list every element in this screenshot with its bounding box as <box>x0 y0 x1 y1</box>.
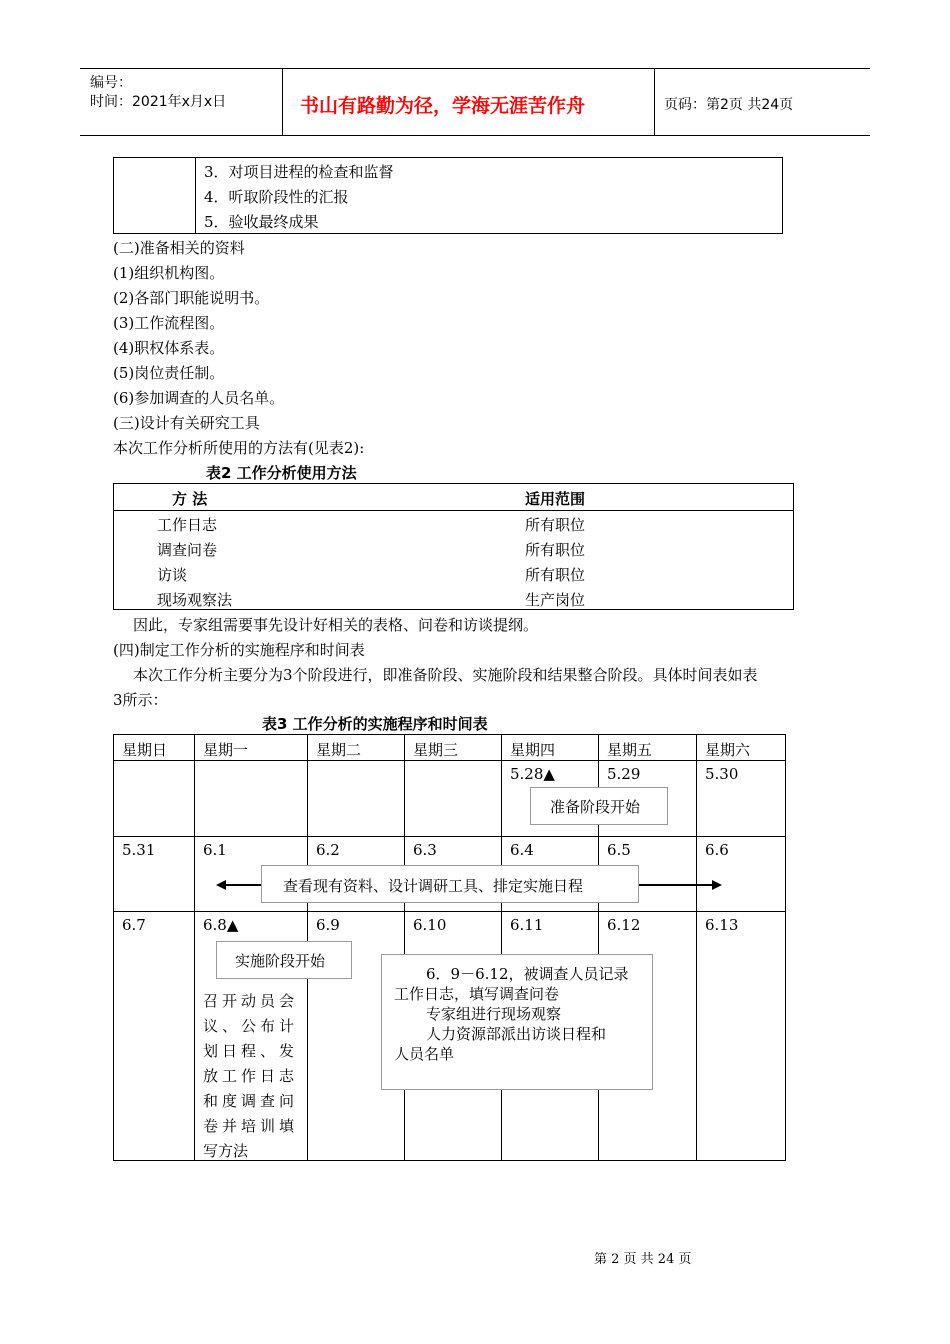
date-cell: 6.1 <box>203 841 227 859</box>
date-cell: 6.3 <box>413 841 437 859</box>
section-heading: (四)制定工作分析的实施程序和时间表 <box>113 641 365 659</box>
list-item: (4)职权体系表。 <box>113 339 225 357</box>
table3-row-rule <box>113 760 786 761</box>
header-motto: 书山有路勤为径，学海无涯苦作舟 <box>300 95 586 117</box>
page-footer: 第 2 页 共 24 页 <box>594 1252 692 1267</box>
list-item: (6)参加调查的人员名单。 <box>113 389 285 407</box>
implement-stage-label: 实施阶段开始 <box>235 952 326 970</box>
date-cell: 6.9 <box>316 916 340 934</box>
date-cell: 6.4 <box>510 841 534 859</box>
monday-task-line: 议、公布计 <box>203 1017 299 1035</box>
monday-task-line: 卷并培训填 <box>203 1117 299 1135</box>
prepare-stage-note <box>530 787 668 825</box>
table2-header-rule <box>113 510 794 511</box>
arrow-right-shaft <box>638 884 712 886</box>
date-cell: 5.30 <box>705 765 739 783</box>
list-item: (1)组织机构图。 <box>113 264 225 282</box>
table2-cell: 现场观察法 <box>157 591 233 609</box>
date-cell: 6.10 <box>413 916 447 934</box>
prepare-stage-label: 准备阶段开始 <box>550 798 641 816</box>
review-materials-label: 查看现有资料、设计调研工具、排定实施日程 <box>283 877 584 895</box>
header-bottom-rule <box>80 135 870 136</box>
detail-line: 专家组进行现场观察 <box>426 1005 562 1023</box>
weekday-header: 星期日 <box>122 741 168 759</box>
implement-stage-note <box>216 941 352 979</box>
date-cell: 6.13 <box>705 916 739 934</box>
table2-cell: 所有职位 <box>525 566 586 584</box>
document-number-label: 编号： <box>90 75 132 91</box>
list-item: (3)工作流程图。 <box>113 314 225 332</box>
date-cell: 5.28▲ <box>510 765 555 783</box>
table1-row: 4．听取阶段性的汇报 <box>204 188 349 206</box>
monday-task-line: 写方法 <box>203 1142 249 1160</box>
header-divider <box>654 68 655 136</box>
table2-cell: 所有职位 <box>525 541 586 559</box>
detail-line: 人员名单 <box>394 1045 455 1063</box>
review-materials-note <box>261 865 639 903</box>
paragraph: 因此，专家组需要事先设计好相关的表格、问卷和访谈提纲。 <box>133 616 539 634</box>
table2-cell: 调查问卷 <box>157 541 218 559</box>
table2-cell: 访谈 <box>157 566 188 584</box>
weekday-header: 星期一 <box>203 741 249 759</box>
weekday-header: 星期五 <box>607 741 653 759</box>
header-divider <box>282 68 283 136</box>
section-heading: (三)设计有关研究工具 <box>113 414 260 432</box>
table3-row-rule <box>113 836 786 837</box>
weekday-header: 星期三 <box>413 741 459 759</box>
weekday-header: 星期二 <box>316 741 362 759</box>
table2-cell: 生产岗位 <box>525 591 586 609</box>
header-top-rule <box>80 68 870 69</box>
date-cell: 6.11 <box>510 916 544 934</box>
detail-line: 人力资源部派出访谈日程和 <box>426 1025 607 1043</box>
table3-col-rule <box>194 734 195 1161</box>
monday-task-line: 召开动员会 <box>203 992 299 1010</box>
date-cell: 5.29 <box>607 765 641 783</box>
table3-caption: 表3 工作分析的实施程序和时间表 <box>262 715 488 733</box>
date-cell: 5.31 <box>122 841 156 859</box>
monday-task-line: 划日程、发 <box>203 1042 299 1060</box>
list-item: (2)各部门职能说明书。 <box>113 289 270 307</box>
page-info: 页码：第2页 共24页 <box>664 97 794 113</box>
weekday-header: 星期六 <box>705 741 751 759</box>
arrow-left-icon <box>216 880 226 890</box>
paragraph: 3所示： <box>113 691 168 709</box>
date-cell: 6.2 <box>316 841 340 859</box>
table2-cell: 所有职位 <box>525 516 586 534</box>
implementation-detail-note <box>381 954 653 1090</box>
table3-col-rule <box>501 734 502 1161</box>
table3-col-rule <box>696 734 697 1161</box>
monday-task-line: 放工作日志 <box>203 1067 299 1085</box>
detail-line: 6．9－6.12，被调查人员记录 <box>426 965 629 983</box>
date-cell: 6.6 <box>705 841 729 859</box>
table1-row: 5．验收最终成果 <box>204 213 319 231</box>
section-heading: (二)准备相关的资料 <box>113 239 245 257</box>
detail-line: 工作日志，填写调查问卷 <box>394 985 560 1003</box>
date-cell: 6.7 <box>122 916 146 934</box>
table2-header: 方 法 <box>172 490 208 508</box>
list-item: (5)岗位责任制。 <box>113 364 225 382</box>
table2-header: 适用范围 <box>525 490 586 508</box>
weekday-header: 星期四 <box>510 741 556 759</box>
table3-row-rule <box>113 911 786 912</box>
arrow-left-shaft <box>226 884 262 886</box>
table1-row: 3．对项目进程的检查和监督 <box>204 163 394 181</box>
table2-caption: 表2 工作分析使用方法 <box>206 464 357 482</box>
monday-task-line: 和度调查问 <box>203 1092 299 1110</box>
date-cell: 6.5 <box>607 841 631 859</box>
date-cell: 6.8▲ <box>203 916 239 934</box>
paragraph: 本次工作分析所使用的方法有(见表2): <box>113 439 365 457</box>
table3-col-rule <box>404 734 405 1161</box>
arrow-right-icon <box>712 880 722 890</box>
date-cell: 6.12 <box>607 916 641 934</box>
table2-cell: 工作日志 <box>157 516 218 534</box>
document-time-label: 时间：2021年x月x日 <box>90 94 227 110</box>
table1-column-divider <box>195 157 196 234</box>
paragraph: 本次工作分析主要分为3个阶段进行，即准备阶段、实施阶段和结果整合阶段。具体时间表如表 <box>133 666 758 684</box>
